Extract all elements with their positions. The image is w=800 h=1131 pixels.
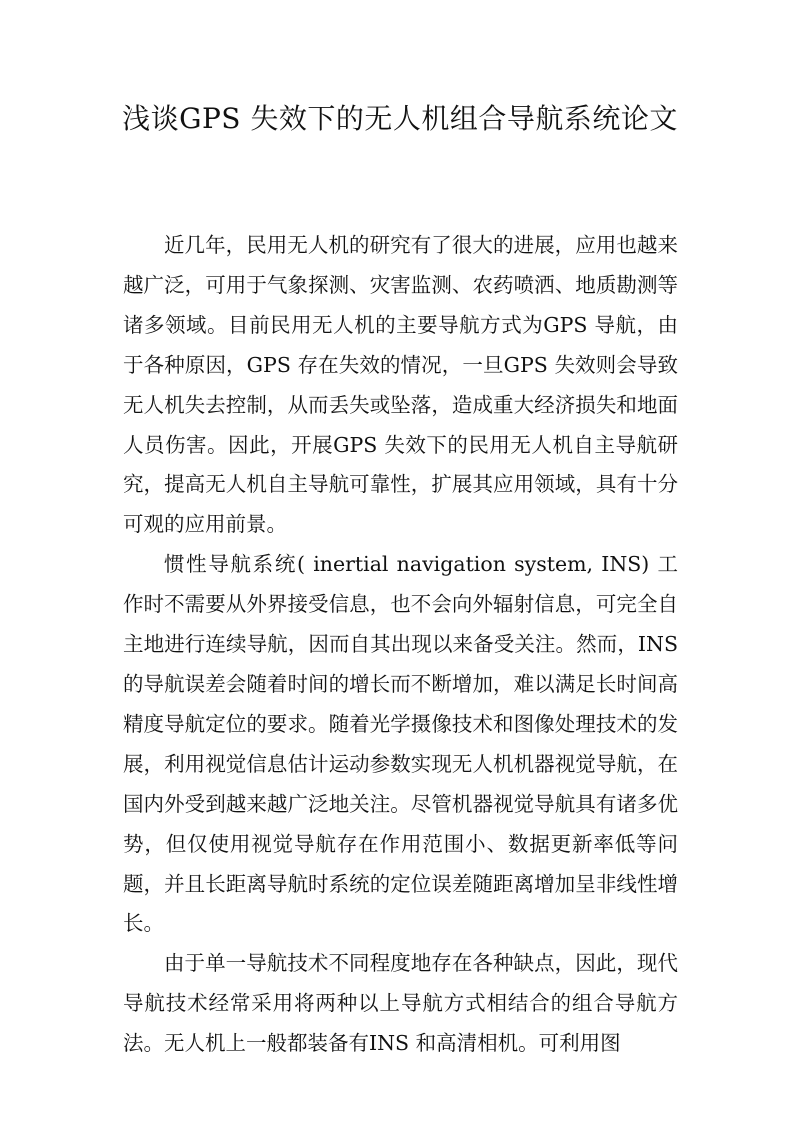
document-body [123,226,678,1064]
paragraph: 由于单一导航技术不同程度地存在各种缺点，因此，现代导航技术经常采用将两种以上导航方式相结合的组合导航方法。无人机上一般都装备有INS 和高清相机。可利用图 [123,951,678,1056]
paragraph: 惯性导航系统( inertial navigation system, INS) 工作时不需要从外界接受信息，也不会向外辐射信息，可完全自主地进行连续导航，因而自其出现以来备受关注。然而，INS 的导航误差会随着时间的增长而不断增加，难以满足长时间高精度导航定位的要求。随着光学摄像技术和图像处理技术的发展，利用视觉信息估计运动参数实现无人机机器视觉导航，在国内外受到越来越广泛地关注。尽管机器视觉导航具有诸多优势，但仅使用视觉导航存在作用范围小、数据更新率低等问题，并且长距离导航时系统的定位误差随距离增加呈非线性增长。 [123,552,678,936]
paragraph: 近几年，民用无人机的研究有了很大的进展，应用也越来越广泛，可用于气象探测、灾害监测、农药喷洒、地质勘测等诸多领域。目前民用无人机的主要导航方式为GPS 导航，由于各种原因，GPS 存在失效的情况，一旦GPS 失效则会导致无人机失去控制，从而丢失或坠落，造成重大经济损失和地面人员伤害。因此，开展GPS 失效下的民用无人机自主导航研究，提高无人机自主导航可靠性，扩展其应用领域，具有十分可观的应用前景。 [123,233,678,537]
document-title: 浅谈GPS 失效下的无人机组合导航系统论文 [122,102,678,135]
